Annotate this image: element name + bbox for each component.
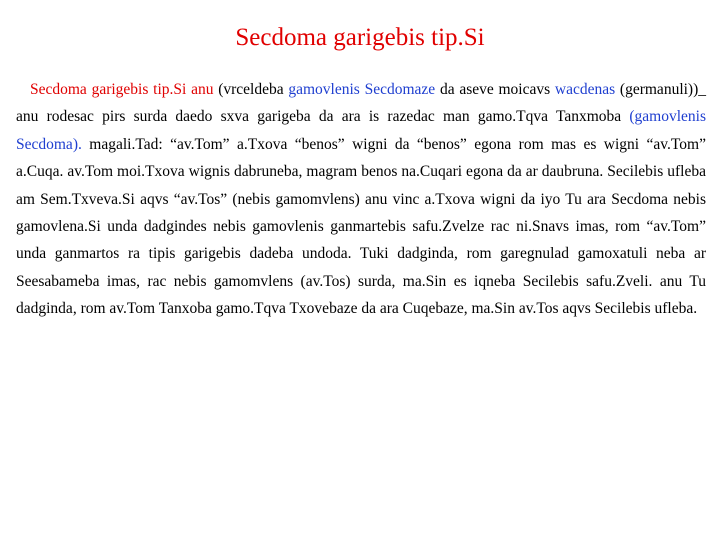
body-paragraph	[16, 76, 706, 323]
text-segment: magali.Tad: “av.Tom” a.Txova “benos” wigni da “benos” egona rom mas es wigni “av.Tom” a.Cuqa. av.Tom moi.Txova wignis dabruneba, magram benos na.Cuqari egona da ar daubruna. Secilebis ufleba am Sem.Txveva.Si aqvs “av.Tos” (nebis gamomvlens) anu vinc a.Txova wigni da iyo Tu ara Secdoma nebis gamovlena.Si unda dadgindes nebis gamovlenis ganmartebis safu.Zvelze rac ni.Snavs imas, rom “av.Tom” unda ganmartos ra tipis garigebis dadeba undoda. Tuki dadginda, rom garegnulad gamoxatuli neba ar Seesabameba imas, rac nebis gamomvlens (av.Tos) surda, ma.Sin es iqneba Secilebis safu.Zveli. anu Tu dadginda, rom av.Tom Tanxoba gamo.Tqva Txovebaze da ara Cuqebaze, ma.Sin av.Tos aqvs Secilebis ufleba.	[16, 135, 706, 318]
term-link-gamovlenis: gamovlenis	[288, 81, 360, 98]
text-segment: da aseve moicavs	[435, 81, 555, 98]
slide-title: Secdoma garigebis tip.Si	[235, 24, 485, 51]
text-segment: (vrceldeba	[213, 81, 289, 98]
text-segment: (germanuli))_ anu rodesac pirs surda daedo sxva garigeba da ara is razedac man gamo.Tqva Tanxmoba	[16, 81, 707, 126]
term-highlight: Secdoma garigebis tip.Si anu	[30, 81, 214, 98]
term-link-wacdenas: wacdenas	[554, 81, 616, 98]
term-link-gamovlenis-secdoma: (gamovlenis Secdoma).	[16, 108, 706, 153]
term-link-secdomaze: Secdomaze	[364, 81, 436, 98]
